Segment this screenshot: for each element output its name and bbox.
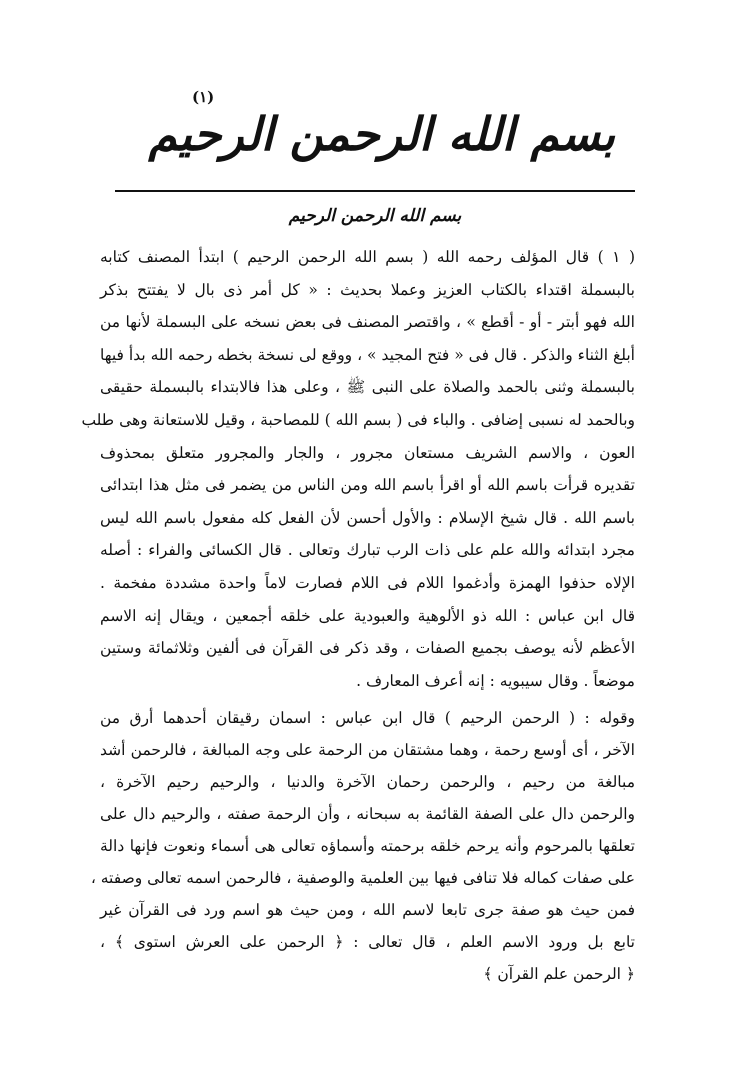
text-line: تعلقها بالمرحوم وأنه يرحم خلقه برحمته وأسماؤه تعالى هى أسماء ونعوت فإنها دالة xyxy=(100,837,635,855)
text-line: ﴿ الرحمن علم القرآن ﴾ xyxy=(483,965,635,983)
text-line: مجرد ابتدائه والله علم على ذات الرب تبارك وتعالى . قال الكسائى والفراء : أصله xyxy=(100,541,635,560)
text-line: الإلاه حذفوا الهمزة وأدغموا اللام فى اللام فصارت لاماً واحدة مشددة مفخمة . xyxy=(100,574,635,592)
text-line: مبالغة من رحيم ، والرحمن رحمان الآخرة والدنيا ، والرحيم رحيم الآخرة ، xyxy=(100,773,635,791)
text-line: العون ، والاسم الشريف مستعان مجرور ، والجار والمجرور متعلق بمحذوف xyxy=(100,443,635,462)
text-line: الآخر ، أى أوسع رحمة ، وهما مشتقان من الرحمة على وجه المبالغة ، فالرحمن أشد xyxy=(100,741,635,759)
text-line: أبلغ الثناء والذكر . قال فى « فتح المجيد » ، ووقع لى نسخة بخطه رحمه الله بدأ فيها xyxy=(100,345,635,364)
text-line: على صفات كماله فلا تنافى فيها بين العلمية والوصفية ، فالرحمن اسمه تعالى وصفته ، xyxy=(90,869,635,887)
text-line: باسم الله . قال شيخ الإسلام : والأول أحسن لأن الفعل كله مفعول باسم الله ليس xyxy=(100,508,635,527)
title-divider xyxy=(115,190,635,192)
text-line: قال ابن عباس : الله ذو الألوهية والعبودية على خلقه أجمعين ، ويقال إنه الاسم xyxy=(100,606,635,625)
text-line: فمن حيث هو صفة جرى تابعا لاسم الله ، ومن حيث هو اسم ورد فى القرآن غير xyxy=(100,901,635,919)
text-line: الله فهو أبتر - أو - أقطع » ، واقتصر المصنف فى بعض نسخه على البسملة لأنها من xyxy=(100,313,635,332)
bismillah-calligraphy: بسم الله الرحمن الرحيم xyxy=(148,107,615,161)
text-line: موضعاً . وقال سيبويه : إنه أعرف المعارف . xyxy=(356,671,635,690)
text-line: تابع بل ورود الاسم العلم ، قال تعالى : ﴿ الرحمن على العرش استوى ﴾ ، xyxy=(100,933,635,951)
text-line: تقديره قرأت باسم الله أو اقرأ باسم الله ومن الناس من يضمر فى مثل هذا ابتدائى xyxy=(100,476,635,495)
text-line: بالبسملة وثنى بالحمد والصلاة على النبى ﷺ ، وعلى هذا فالابتداء بالبسملة حقيقى xyxy=(100,378,635,397)
text-line: الأعظم لأنه يوصف بجميع الصفات ، وقد ذكر فى القرآن فى ألفين وثلاثمائة وستين xyxy=(100,639,635,658)
text-line: والرحمن دال على الصفة القائمة به سبحانه ، وأن الرحمة صفته ، والرحيم دال على xyxy=(100,805,635,823)
text-line: ( ١ ) قال المؤلف رحمه الله ( بسم الله الرحمن الرحيم ) ابتدأ المصنف كتابه xyxy=(100,248,635,266)
text-line: وبالحمد له نسبى إضافى . والباء فى ( بسم الله ) للمصاحبة ، وقيل للاستعانة وهى طلب xyxy=(81,411,635,429)
bismillah-subheading: بسم الله الرحمن الرحيم xyxy=(288,206,462,226)
text-line: بالبسملة اقتداء بالكتاب العزيز وعملا بحديث : « كل أمر ذى بال لا يفتتح بذكر xyxy=(100,280,635,299)
text-line: وقوله : ( الرحمن الرحيم ) قال ابن عباس : اسمان رقيقان أحدهما أرق من xyxy=(100,709,635,727)
page-number: (١) xyxy=(192,88,215,106)
